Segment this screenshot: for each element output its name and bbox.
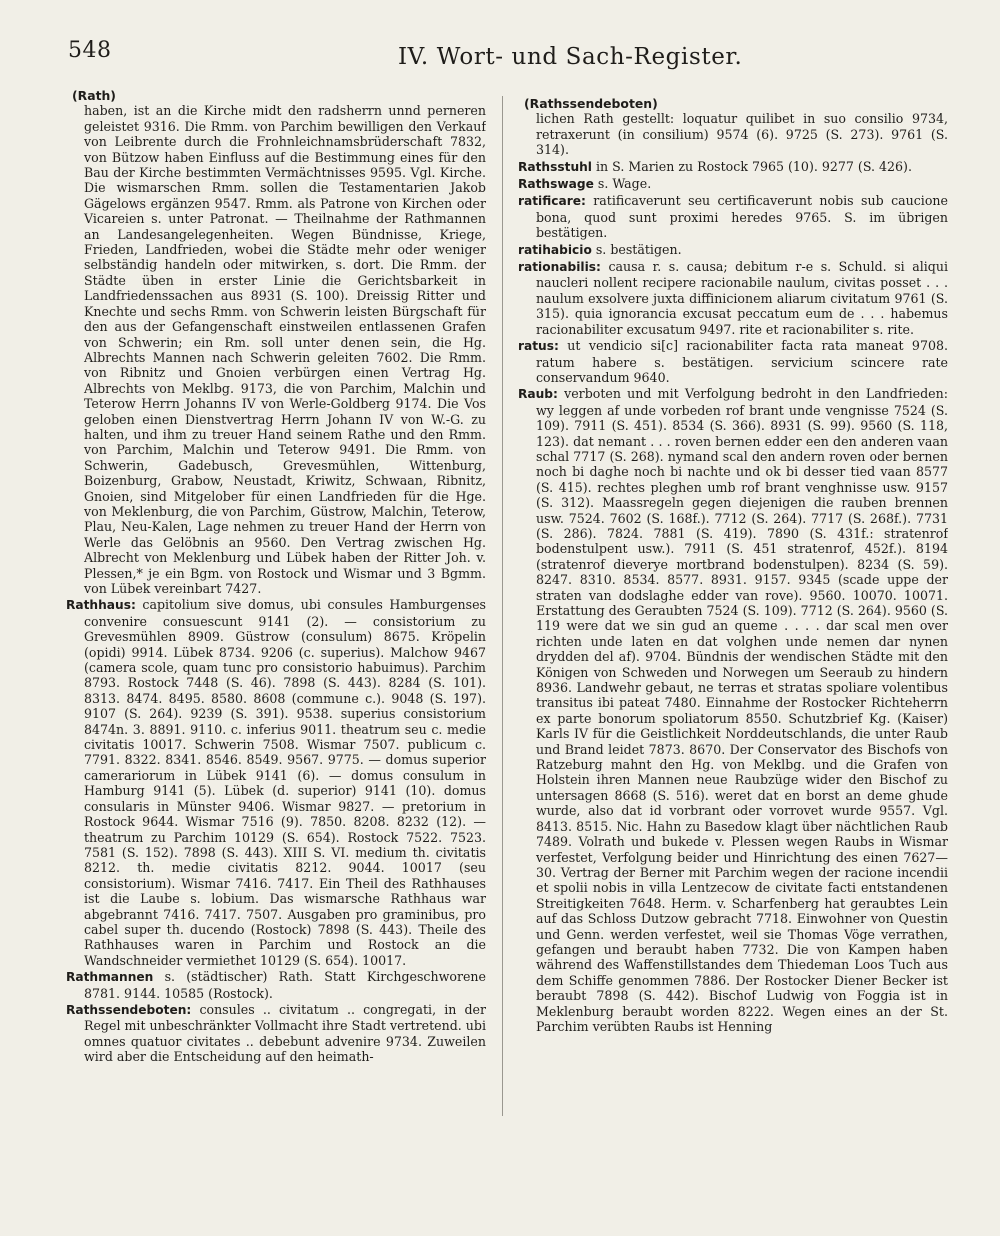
- entry-text: s. Wage.: [597, 176, 652, 192]
- register-entry: [518, 176, 948, 192]
- register-entry: [518, 193, 948, 240]
- entry-text: causa r. s. causa; debitum r-e s. Schuld. si aliqui naucleri nollent recipere racionabile naulum, civitas posset . . . naulum exsolvere juxta diffinicionem aliarum civitatum 9761 (S. 315). quia ignorancia excusat peccatum eum de . . . habemus racionabiliter excusatum 9497. rite et racionabiliter s. rite.: [536, 259, 948, 337]
- register-entry: [518, 242, 948, 258]
- entry-lemma: Rathssendeboten:: [66, 1002, 192, 1017]
- page-number: 548: [68, 38, 112, 63]
- register-entry: [66, 969, 486, 1001]
- entry-text: s. (städtischer) Rath. Statt Kirchgeschworene 8781. 9144. 10585 (Rostock).: [84, 969, 486, 1001]
- entry-lemma: ratus:: [518, 339, 559, 354]
- entry-text: ut vendicio si[c] racionabiliter facta rata maneat 9708. ratum habere s. bestätigen. servicium scincere rate conservandum 9640.: [536, 338, 948, 385]
- register-entry: [518, 386, 948, 1034]
- register-entry: [518, 259, 948, 337]
- entry-text: in S. Marien zu Rostock 7965 (10). 9277 (S. 426).: [596, 158, 912, 174]
- entry-text: consules .. civitatum .. congregati, in der Regel mit unbeschränkter Vollmacht ihre Stadt vertretend. ubi omnes quatuor civitates .. debebunt advenire 9734. Zuweilen wird aber die Entscheidung auf den heimath-: [84, 1001, 486, 1065]
- entry-lemma: Rathsstuhl: [518, 159, 592, 174]
- entry-text: verboten und mit Verfolgung bedroht in den Landfrieden: wy leggen af unde vorbeden rof brant unde vengnisse 7524 (S. 109). 7911 (S. 451). 8534 (S. 366). 8931 (S. 99). 9560 (S. 118, 123). dat nemant . . . roven bernen edder een den anderen vaan schal 7717 (S. 268). nymand scal den andern roven oder bernen noch bi daghe noch bi nachte und ok bi desser tied vaan 8577 (S. 415). rechtes pleghen umb rof brant venghnisse usw. 9157 (S. 312). Maassregeln gegen diejenigen die rauben brennen usw. 7524. 7602 (S. 168f.). 7712 (S. 264). 7717 (S. 268f.). 7731 (S. 286). 7824. 7881 (S. 419). 7890 (S. 431f.: stratenrof bodenstulpent usw.). 7911 (S. 451 stratenrof, 452f.). 8194 (stratenrof dieverye mortbrand bodenstulpen). 8234 (S. 59). 8247. 8310. 8534. 8577. 8931. 9157. 9345 (scade uppe der straten van dodslaghe edder van rove). 9560. 10070. 10071. Erstattung des Geraubten 7524 (S. 109). 7712 (S. 264). 9560 (S. 119 were dat we sin gud an queme . . . . dar scal men over richten unde laten en dat volghen unde nemen dar nynen drydden del af). 9704. Bündnis der wendischen Städte mit den Königen von Schweden und Norwegen um Seeraub zu hindern 8936. Landwehr gebaut, ne terras et stratas spoliare volentibus transitus ibi pateat 7480. Einnahme der Rostocker Richteherrn ex parte bonorum spoliatorum 8550. Schutzbrief Kg. (Kaiser) Karls IV für die Geistlichkeit Norddeutschlands, die unter Raub und Brand leidet 7873. 8670. Der Conservator des Bischofs von Ratzeburg mahnt den Hg. von Meklbg. und die Grafen von Holstein ihren Mannen neue Raubzüge wider den Bischof zu untersagen 8668 (S. 516). weret dat en borst an deme ghude wurde, also dat id vorbrant oder vorrovet wurde 9557. Vgl. 8413. 8515. Nic. Hahn zu Basedow klagt über nächtlichen Raub 7489. Volrath und bukede v. Plessen wegen Raubs in Wismar verfestet, Verfolgung beider und Hinrichtung des einen 7627—30. Vertrag der Berner mit Parchim wegen der racione incendii et spolii nobis in villa Lentzecow de civitate facti entstandenen Streitigkeiten 7648. Herm. v. Scharfenberg hat geraubtes Lein auf das Schloss Dutzow gebracht 7718. Einwohner von Questin und Genn. werden verfestet, weil sie Thomas Vöge verrathen, gefangen und beraubt haben 7732. Die von Kampen haben während des Waffenstillstandes dem Thiedeman Loos Tuch aus dem Schiffe genommen 7886. Der Rostocker Diener Becker ist beraubt 7898 (S. 442). Bischof Ludwig von Foggia ist in Meklenburg beraubt worden 8222. Wegen eines an der St. Parchim verübten Raubs ist Henning: [536, 386, 948, 1034]
- continued-lemma: (Rathssendeboten): [524, 96, 658, 111]
- entry-lemma: Rathswage: [518, 177, 594, 192]
- entry-text: ratificaverunt seu certificaverunt nobis sub caucione bona, quod sunt proximi heredes 9765. S. im übrigen bestätigen.: [536, 193, 948, 241]
- entry-lemma: ratificare:: [518, 194, 586, 209]
- entry-lemma: rationabilis:: [518, 260, 601, 275]
- register-entry: [66, 597, 486, 968]
- register-entry: [518, 338, 948, 385]
- column-divider: [502, 96, 503, 1116]
- entry-lemma: Rathmannen: [66, 970, 154, 985]
- entry-lemma: Rathhaus:: [66, 598, 136, 613]
- entry-lemma: Raub:: [518, 387, 558, 402]
- right-column: [518, 96, 948, 1236]
- left-column: [66, 88, 486, 1228]
- continued-entry-text: lichen Rath gestellt: loquatur quilibet in suo consilio 9734, retraxerunt (in consilium) 9574 (6). 9725 (S. 273). 9761 (S. 314).: [536, 111, 948, 158]
- running-head: IV. Wort- und Sach-Register.: [398, 44, 743, 70]
- entry-text: s. bestätigen.: [595, 241, 682, 257]
- entry-text: capitolium sive domus, ubi consules Hamburgenses convenire consuescunt 9141 (2). — consistorium zu Grevesmühlen 8909. Güstrow (consulum) 8675. Kröpelin (opidi) 9914. Lübek 8734. 9206 (c. superius). Malchow 9467 (camera scole, quam tunc pro consistorio habuimus). Parchim 8793. Rostock 7448 (S. 46). 7898 (S. 443). 8284 (S. 101). 8313. 8474. 8495. 8580. 8608 (commune c.). 9048 (S. 197). 9107 (S. 264). 9239 (S. 391). 9538. superius consistorium 8474n. 3. 8891. 9110. c. inferius 9011. theatrum seu c. medie civitatis 10017. Schwerin 7508. Wismar 7507. publicum c. 7791. 8322. 8341. 8546. 8549. 9567. 9775. — domus superior camerariorum in Lübek 9141 (6). — domus consulum in Hamburg 9141 (5). Lübek (d. superior) 9141 (10). domus consularis in Münster 9406. Wismar 9827. — pretorium in Rostock 9644. Wismar 7516 (9). 7850. 8208. 8232 (12). — theatrum zu Parchim 10129 (S. 654). Rostock 7522. 7523. 7581 (S. 152). 7898 (S. 443). XIII S. VI. medium th. civitatis 8212. th. medie civitatis 8212. 9044. 10017 (seu consistorium). Wismar 7416. 7417. Ein Theil des Rathhauses ist die Laube s. lobium. Das wismarsche Rathhaus war abgebrannt 7416. 7417. 7507. Ausgaben pro graminibus, pro cabel super th. ducendo (Rostock) 7898 (S. 443). Theile des Rathhauses waren in Parchim und Rostock an die Wandschneider vermiethet 10129 (S. 654). 10017.: [84, 597, 486, 968]
- entry-lemma: ratihabicio: [518, 242, 592, 257]
- register-entry: [66, 1002, 486, 1065]
- register-entry: [518, 159, 948, 175]
- continued-entry-text: haben, ist an die Kirche midt den radsherrn unnd perneren geleistet 9316. Die Rmm. von Parchim bewilligen den Verkauf von Leibrente durch die Frohnleichnamsbrüderschaft 7832, von Bützow haben Einfluss auf die Bestimmung eines für den Bau der Kirche bestimmten Vermächtnisses 9595. Vgl. Kirche. Die wismarschen Rmm. sollen die Testamentarien Jakob Gägelows ergänzen 9547. Rmm. als Patrone von Kirchen oder Vicareien s. unter Patronat. — Theilnahme der Rathmannen an Landesangelegenheiten. Wegen Bündnisse, Kriege, Frieden, Landfrieden, wobei die Städte mehr oder weniger selbständig handeln oder mitwirken, s. dort. Die Rmm. der Städte üben in erster Linie die Gerichtsbarkeit in Landfriedenssachen aus 8931 (S. 100). Dreissig Ritter und Knechte und sechs Rmm. von Schwerin leisten Bürgschaft für den aus der Gefangenschaft einstweilen entlassenen Grafen von Schwerin; ein Rm. soll unter denen sein, die Hg. Albrechts Mannen nach Schwerin geleiten 7602. Die Rmm. von Ribnitz und Gnoien verbürgen einen Vertrag Hg. Albrechts von Meklbg. 9173, die von Parchim, Malchin und Teterow Herrn Johanns IV von Werle-Goldberg 9174. Die Vos geloben einen Dienstvertrag Herrn Johann IV von W.-G. zu halten, und ihm zu treuer Hand seinem Rathe und den Rmm. von Parchim, Malchin und Teterow 9491. Die Rmm. von Schwerin, Gadebusch, Grevesmühlen, Wittenburg, Boizenburg, Grabow, Neustadt, Kriwitz, Schwaan, Ribnitz, Gnoien, sind Mitgelober für einen Landfrieden für die Hge. von Meklenburg, die von Parchim, Güstrow, Malchin, Teterow, Plau, Neu-Kalen, Lage nehmen zu treuer Hand der Herrn von Werle das Gelöbnis an 9560. Den Vertrag zwischen Hg. Albrecht von Meklenburg und Lübek haben der Ritter Joh. v. Plessen,* je ein Bgm. von Rostock und Wismar und 3 Bgmm. von Lübek vereinbart 7427.: [84, 103, 486, 596]
- continued-lemma: (Rath): [72, 88, 116, 103]
